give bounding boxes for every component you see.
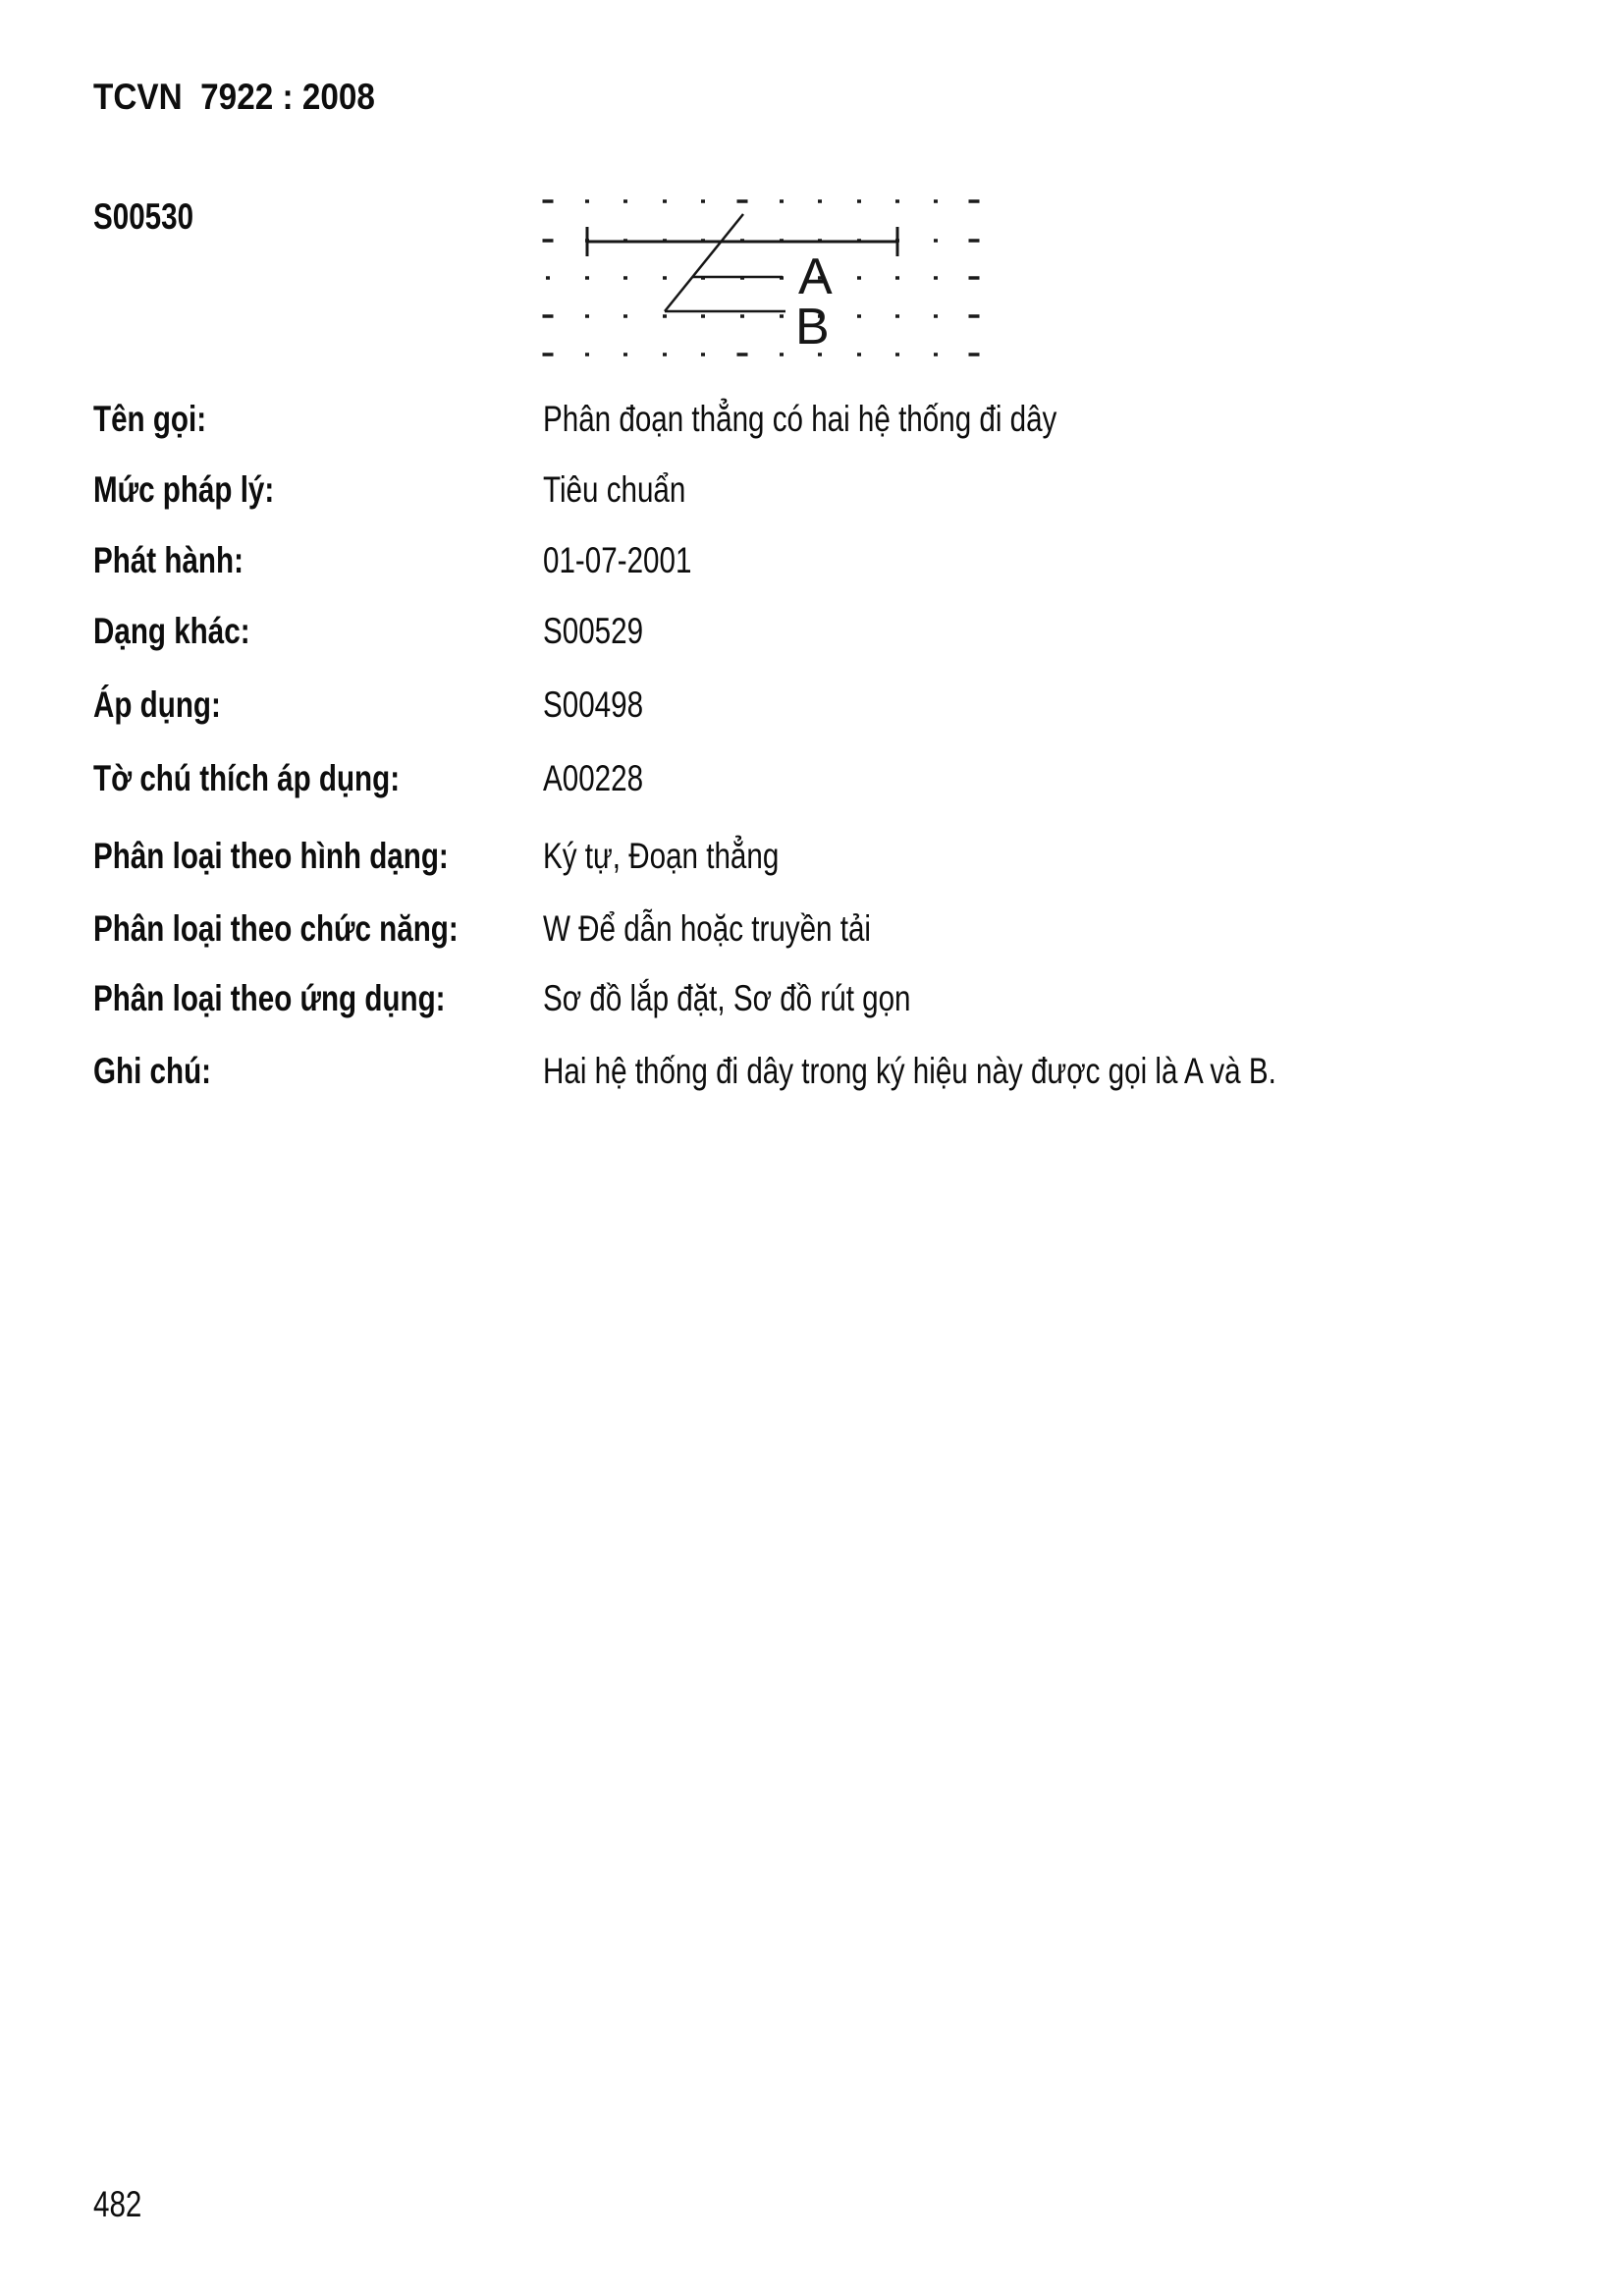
field-value: S00498	[543, 684, 644, 725]
grid-dash-mark	[969, 239, 980, 243]
grid-dot-mark	[934, 353, 938, 356]
grid-dot-mark	[895, 199, 899, 203]
standard-title	[93, 79, 406, 115]
standard-title-text: TCVN 7922 : 2008	[93, 77, 375, 117]
field-value: A00228	[543, 758, 644, 798]
field-row-to-chu-thich	[0, 760, 1624, 807]
grid-dot-mark	[934, 276, 938, 280]
grid-dot-mark	[934, 199, 938, 203]
grid-dot-mark	[623, 353, 627, 356]
grid-dot-mark	[701, 199, 705, 203]
grid-dash-mark	[737, 353, 748, 356]
grid-dot-mark	[623, 276, 627, 280]
grid-dash-mark	[969, 314, 980, 318]
symbol-id	[93, 198, 219, 235]
field-row-muc-phap-ly	[0, 471, 1624, 519]
grid-dot-mark	[857, 314, 861, 318]
grid-dash-mark	[543, 314, 554, 318]
page-number-text: 482	[93, 2184, 142, 2224]
grid-dot-mark	[701, 314, 705, 318]
grid-dash-mark	[543, 353, 554, 356]
field-row-phan-loai-ung-dung	[0, 980, 1624, 1027]
grid-dot-mark	[818, 199, 822, 203]
grid-dot-mark	[585, 314, 589, 318]
grid-dot-mark	[895, 276, 899, 280]
field-label: Phát hành:	[93, 540, 244, 580]
grid-dot-mark	[780, 314, 784, 318]
grid-dot-mark	[934, 314, 938, 318]
grid-dot-mark	[585, 276, 589, 280]
field-label: Tờ chú thích áp dụng:	[93, 758, 401, 798]
grid-dash-mark	[737, 199, 748, 203]
field-label: Phân loại theo chức năng:	[93, 908, 459, 949]
grid-dot-mark	[663, 314, 667, 318]
field-value: 01-07-2001	[543, 540, 692, 580]
grid-dot-mark	[623, 199, 627, 203]
grid-dash-mark	[969, 199, 980, 203]
field-row-ap-dung	[0, 686, 1624, 734]
grid-dot-mark	[780, 353, 784, 356]
grid-dot-mark	[701, 353, 705, 356]
grid-dot-mark	[585, 199, 589, 203]
grid-dot-mark	[623, 314, 627, 318]
grid-dash-mark	[543, 239, 554, 243]
field-value: Ký tự, Đoạn thẳng	[543, 836, 780, 876]
wiring-system-a-label: A	[798, 248, 833, 305]
grid-dash-mark	[969, 276, 980, 280]
branch-diagonal-line	[665, 214, 743, 311]
wiring-system-b-label: B	[795, 299, 830, 355]
grid-dot-mark	[895, 353, 899, 356]
field-row-dang-khac	[0, 613, 1624, 660]
field-row-phan-loai-chuc-nang	[0, 910, 1624, 957]
grid-dot-mark	[546, 276, 550, 280]
field-value: S00529	[543, 611, 644, 651]
grid-dash-mark	[969, 353, 980, 356]
field-label: Phân loại theo ứng dụng:	[93, 978, 446, 1018]
grid-dot-mark	[740, 314, 744, 318]
field-value: W Để dẫn hoặc truyền tải	[543, 908, 871, 949]
grid-dot-mark	[857, 353, 861, 356]
field-label: Tên gọi:	[93, 399, 207, 439]
grid-dot-mark	[934, 239, 938, 243]
field-value: Tiêu chuẩn	[543, 469, 686, 510]
grid-dot-mark	[857, 276, 861, 280]
page-number	[93, 2186, 154, 2222]
symbol-strokes	[587, 214, 897, 311]
field-label: Dạng khác:	[93, 611, 250, 651]
field-label: Ghi chú:	[93, 1051, 212, 1091]
field-label: Áp dụng:	[93, 684, 221, 725]
field-label: Mức pháp lý:	[93, 469, 275, 510]
field-label: Phân loại theo hình dạng:	[93, 836, 449, 876]
grid-dot-mark	[857, 199, 861, 203]
grid-dash-mark	[543, 199, 554, 203]
grid-dot-mark	[663, 276, 667, 280]
field-value: Sơ đồ lắp đặt, Sơ đồ rút gọn	[543, 978, 911, 1018]
grid-dot-mark	[780, 199, 784, 203]
field-value: Phân đoạn thẳng có hai hệ thống đi dây	[543, 399, 1057, 439]
symbol-figure	[540, 177, 992, 378]
field-row-phat-hanh	[0, 542, 1624, 589]
field-value: Hai hệ thống đi dây trong ký hiệu này được gọi là A và B.	[543, 1051, 1276, 1091]
grid-dot-mark	[663, 199, 667, 203]
field-row-ten-goi	[0, 401, 1624, 448]
grid-dot-mark	[663, 353, 667, 356]
grid-dot-mark	[585, 353, 589, 356]
field-row-ghi-chu	[0, 1053, 1624, 1100]
symbol-id-text: S00530	[93, 196, 194, 237]
grid-dot-mark	[895, 314, 899, 318]
field-row-phan-loai-hinh-dang	[0, 838, 1624, 885]
